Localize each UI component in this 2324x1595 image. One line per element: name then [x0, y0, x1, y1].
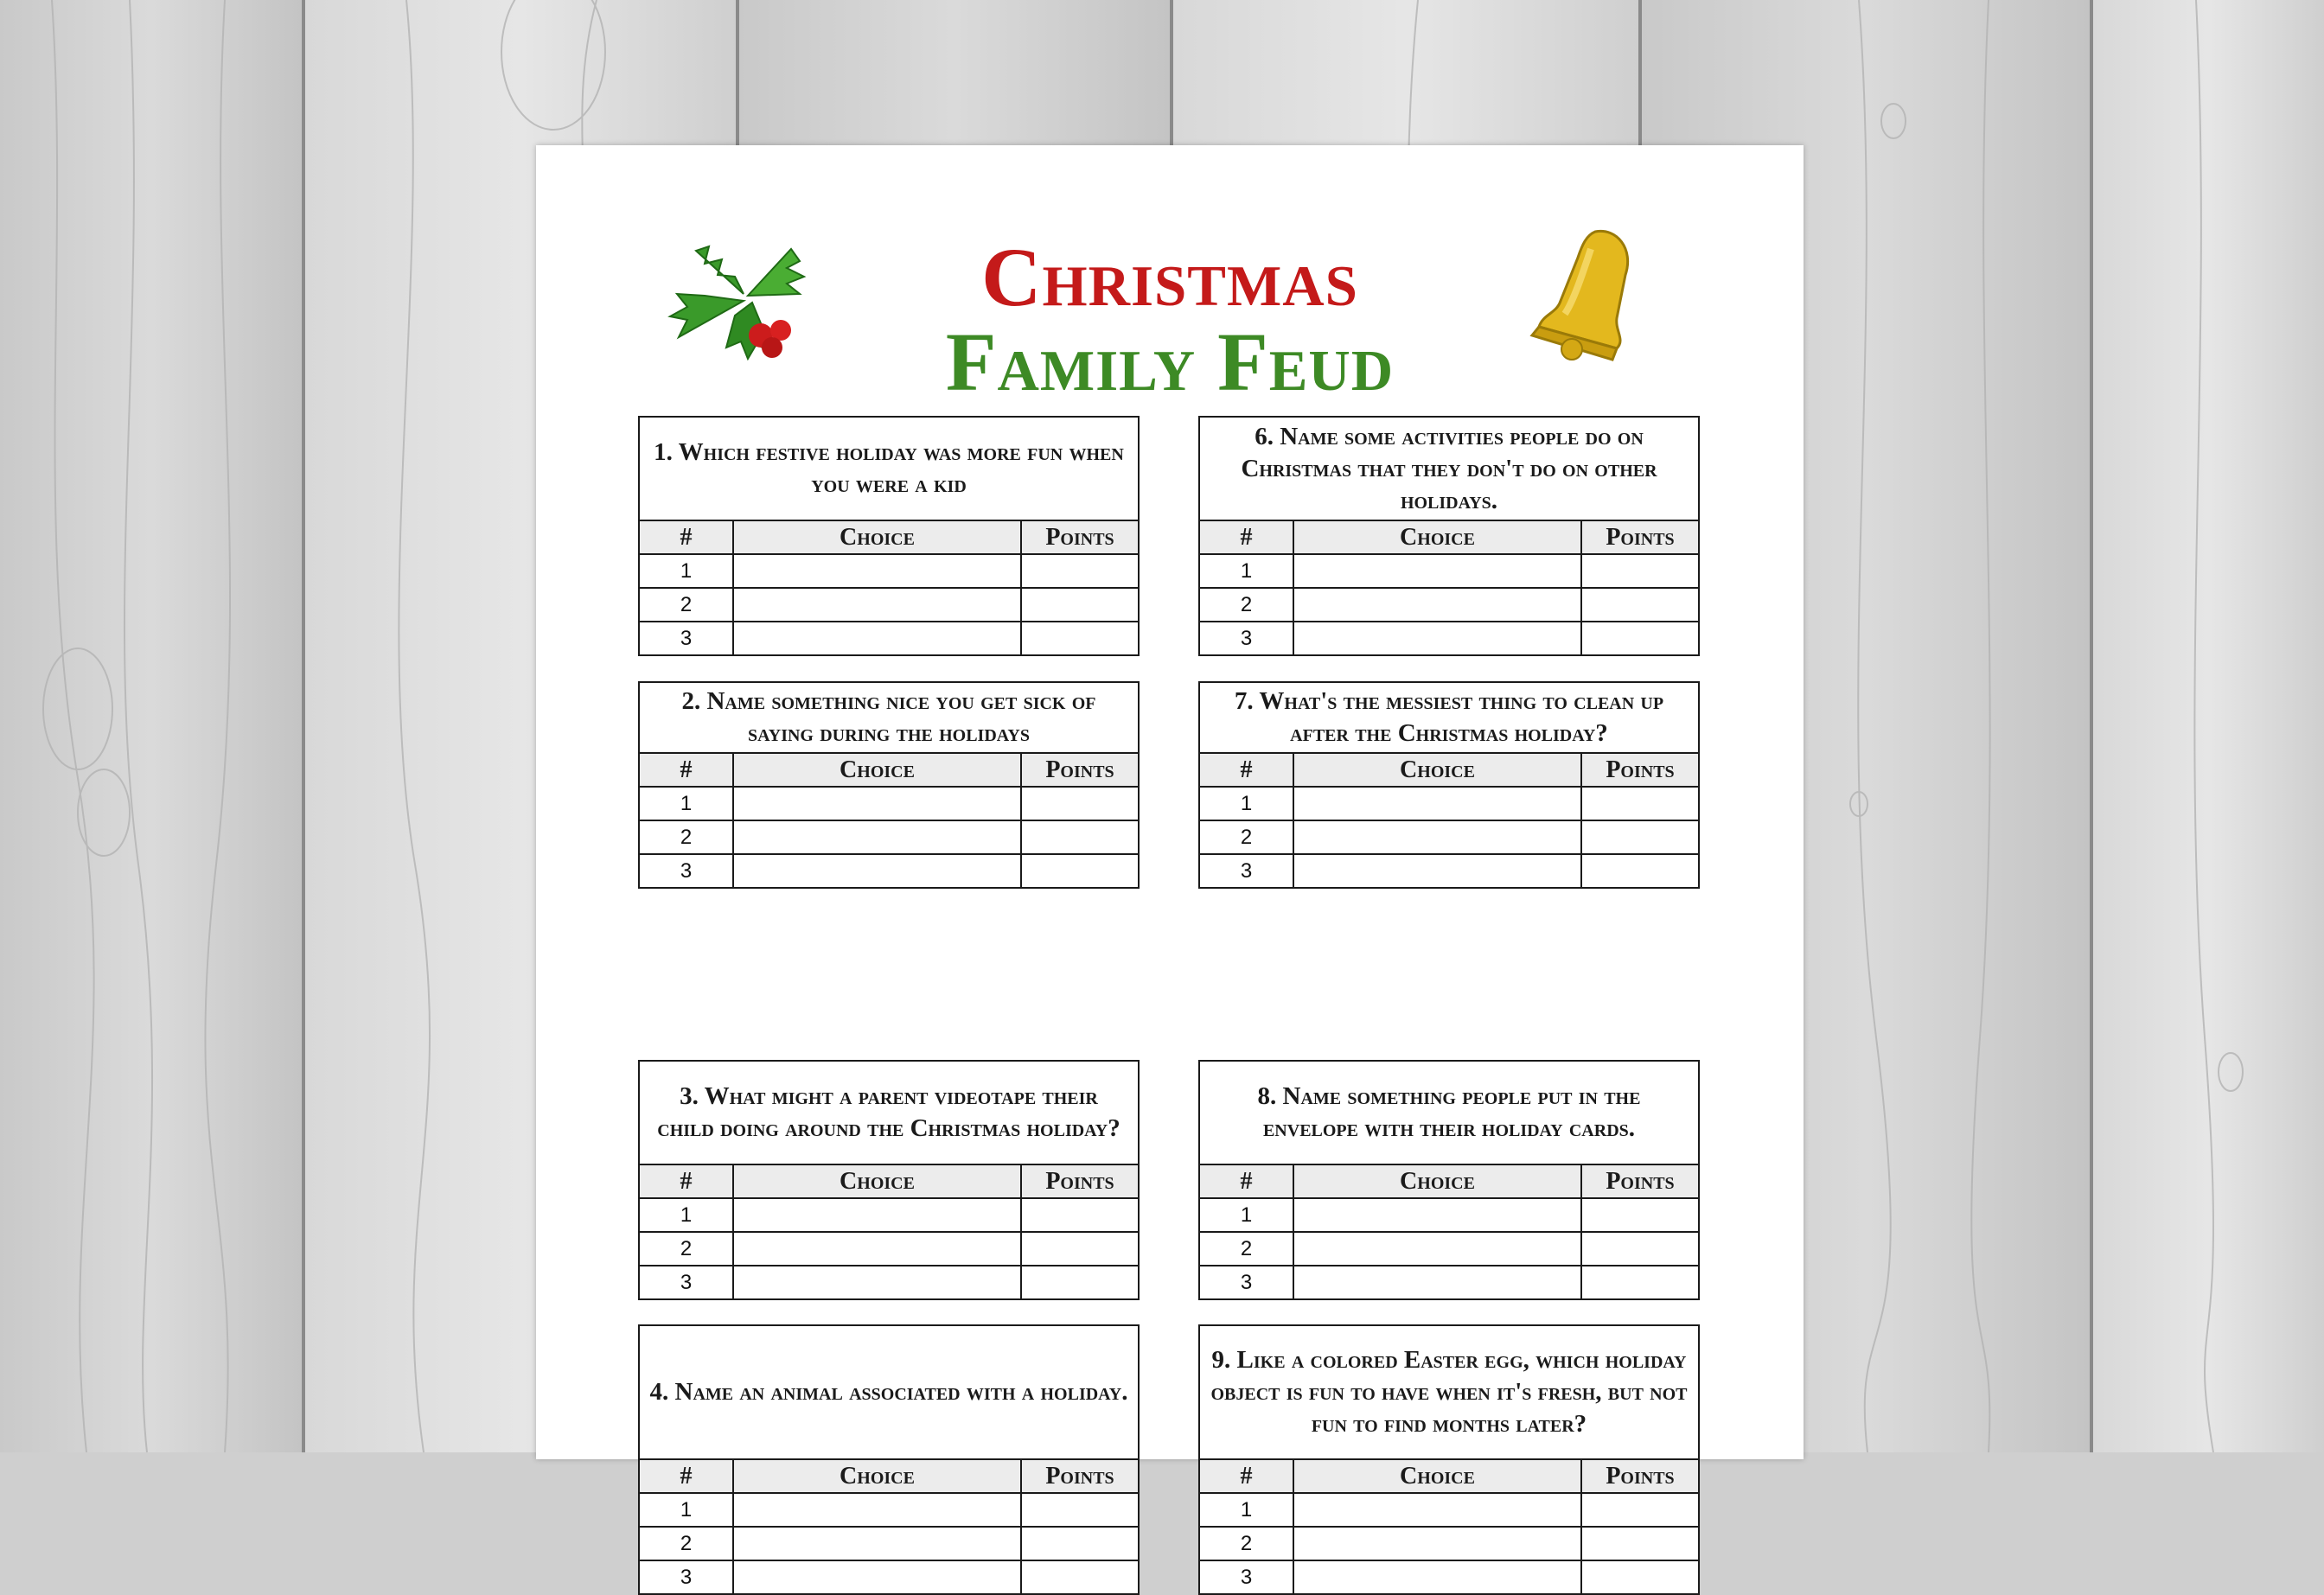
points-cell[interactable] [1581, 1493, 1698, 1527]
row-number: 1 [640, 1198, 733, 1232]
question-card-6 [1198, 416, 1700, 656]
points-cell[interactable] [1021, 588, 1138, 622]
choice-cell[interactable] [1293, 1527, 1581, 1560]
points-cell[interactable] [1581, 588, 1698, 622]
points-cell[interactable] [1021, 554, 1138, 588]
number-header: # [640, 1460, 733, 1493]
row-number: 2 [640, 1232, 733, 1266]
choice-cell[interactable] [733, 1493, 1021, 1527]
points-cell[interactable] [1021, 1493, 1138, 1527]
choice-cell[interactable] [733, 1198, 1021, 1232]
question-card-4 [638, 1324, 1140, 1595]
choice-cell[interactable] [733, 1266, 1021, 1298]
points-header: Points [1021, 521, 1138, 554]
question-text: 8. Name something people put in the envelope with their holiday cards. [1200, 1062, 1698, 1165]
choice-header: Choice [733, 1460, 1021, 1493]
question-card-1 [638, 416, 1140, 656]
row-number: 3 [1200, 854, 1293, 887]
number-header: # [640, 521, 733, 554]
row-number: 3 [640, 622, 733, 654]
answer-table [640, 1165, 1138, 1298]
number-header: # [1200, 1460, 1293, 1493]
row-number: 3 [640, 854, 733, 887]
number-header: # [1200, 754, 1293, 787]
choice-header: Choice [1293, 1460, 1581, 1493]
points-cell[interactable] [1581, 1198, 1698, 1232]
choice-cell[interactable] [1293, 820, 1581, 854]
choice-cell[interactable] [733, 787, 1021, 820]
row-number: 1 [640, 1493, 733, 1527]
choice-header: Choice [1293, 521, 1581, 554]
points-header: Points [1021, 1165, 1138, 1198]
row-number: 1 [1200, 1198, 1293, 1232]
choice-cell[interactable] [1293, 1232, 1581, 1266]
points-cell[interactable] [1021, 1198, 1138, 1232]
points-cell[interactable] [1021, 1232, 1138, 1266]
question-card-3 [638, 1060, 1140, 1300]
question-text: 7. What's the messiest thing to clean up after the Christmas holiday? [1200, 683, 1698, 754]
number-header: # [640, 1165, 733, 1198]
points-cell[interactable] [1581, 1266, 1698, 1298]
choice-cell[interactable] [733, 1560, 1021, 1593]
row-number: 3 [640, 1266, 733, 1298]
question-text: 1. Which festive holiday was more fun when you were a kid [640, 418, 1138, 521]
choice-cell[interactable] [1293, 588, 1581, 622]
points-header: Points [1581, 754, 1698, 787]
points-cell[interactable] [1581, 622, 1698, 654]
printable-sheet [536, 145, 1804, 1589]
row-number: 1 [1200, 787, 1293, 820]
points-cell[interactable] [1021, 787, 1138, 820]
choice-cell[interactable] [733, 622, 1021, 654]
choice-header: Choice [733, 754, 1021, 787]
answer-table [1200, 1460, 1698, 1593]
points-cell[interactable] [1021, 820, 1138, 854]
choice-cell[interactable] [733, 820, 1021, 854]
choice-cell[interactable] [733, 854, 1021, 887]
choice-cell[interactable] [1293, 854, 1581, 887]
question-text: 4. Name an animal associated with a holiday. [640, 1326, 1138, 1460]
row-number: 3 [1200, 1266, 1293, 1298]
row-number: 1 [640, 554, 733, 588]
answer-table [1200, 1165, 1698, 1298]
points-cell[interactable] [1581, 820, 1698, 854]
number-header: # [1200, 521, 1293, 554]
row-number: 2 [640, 820, 733, 854]
points-cell[interactable] [1021, 1266, 1138, 1298]
row-number: 1 [1200, 1493, 1293, 1527]
row-number: 3 [1200, 1560, 1293, 1593]
points-cell[interactable] [1581, 1232, 1698, 1266]
points-cell[interactable] [1581, 1527, 1698, 1560]
choice-header: Choice [1293, 754, 1581, 787]
bell-icon [1513, 223, 1651, 370]
row-number: 2 [1200, 1232, 1293, 1266]
row-number: 2 [1200, 588, 1293, 622]
title-line-1: Christmas [981, 231, 1358, 323]
row-number: 2 [640, 1527, 733, 1560]
answer-table [640, 521, 1138, 654]
choice-cell[interactable] [733, 1527, 1021, 1560]
answer-table [1200, 754, 1698, 887]
question-card-9 [1198, 1324, 1700, 1595]
answer-table [640, 1460, 1138, 1593]
answer-table [640, 754, 1138, 887]
choice-cell[interactable] [1293, 1198, 1581, 1232]
row-number: 1 [640, 787, 733, 820]
choice-cell[interactable] [1293, 554, 1581, 588]
points-header: Points [1581, 1460, 1698, 1493]
row-number: 3 [640, 1560, 733, 1593]
points-cell[interactable] [1021, 854, 1138, 887]
choice-cell[interactable] [733, 554, 1021, 588]
question-card-2 [638, 681, 1140, 889]
points-cell[interactable] [1021, 622, 1138, 654]
question-card-8 [1198, 1060, 1700, 1300]
question-text: 9. Like a colored Easter egg, which holiday object is fun to have when it's fresh, but not fun to find months later? [1200, 1326, 1698, 1460]
row-number: 1 [1200, 554, 1293, 588]
points-cell[interactable] [1021, 1560, 1138, 1593]
points-header: Points [1581, 521, 1698, 554]
points-cell[interactable] [1581, 554, 1698, 588]
points-cell[interactable] [1581, 1560, 1698, 1593]
points-cell[interactable] [1581, 787, 1698, 820]
choice-cell[interactable] [1293, 1266, 1581, 1298]
choice-cell[interactable] [733, 588, 1021, 622]
question-card-7 [1198, 681, 1700, 889]
row-number: 2 [640, 588, 733, 622]
choice-header: Choice [1293, 1165, 1581, 1198]
choice-header: Choice [733, 521, 1021, 554]
title-line-2: Family Feud [945, 316, 1395, 408]
points-cell[interactable] [1581, 854, 1698, 887]
choice-cell[interactable] [1293, 787, 1581, 820]
points-cell[interactable] [1021, 1527, 1138, 1560]
question-text: 3. What might a parent videotape their child doing around the Christmas holiday? [640, 1062, 1138, 1165]
choice-header: Choice [733, 1165, 1021, 1198]
points-header: Points [1581, 1165, 1698, 1198]
choice-cell[interactable] [1293, 1560, 1581, 1593]
points-header: Points [1021, 754, 1138, 787]
points-header: Points [1021, 1460, 1138, 1493]
number-header: # [640, 754, 733, 787]
row-number: 2 [1200, 1527, 1293, 1560]
choice-cell[interactable] [733, 1232, 1021, 1266]
question-text: 6. Name some activities people do on Christmas that they don't do on other holidays. [1200, 418, 1698, 521]
question-text: 2. Name something nice you get sick of saying during the holidays [640, 683, 1138, 754]
choice-cell[interactable] [1293, 622, 1581, 654]
row-number: 3 [1200, 622, 1293, 654]
number-header: # [1200, 1165, 1293, 1198]
choice-cell[interactable] [1293, 1493, 1581, 1527]
answer-table [1200, 521, 1698, 654]
row-number: 2 [1200, 820, 1293, 854]
